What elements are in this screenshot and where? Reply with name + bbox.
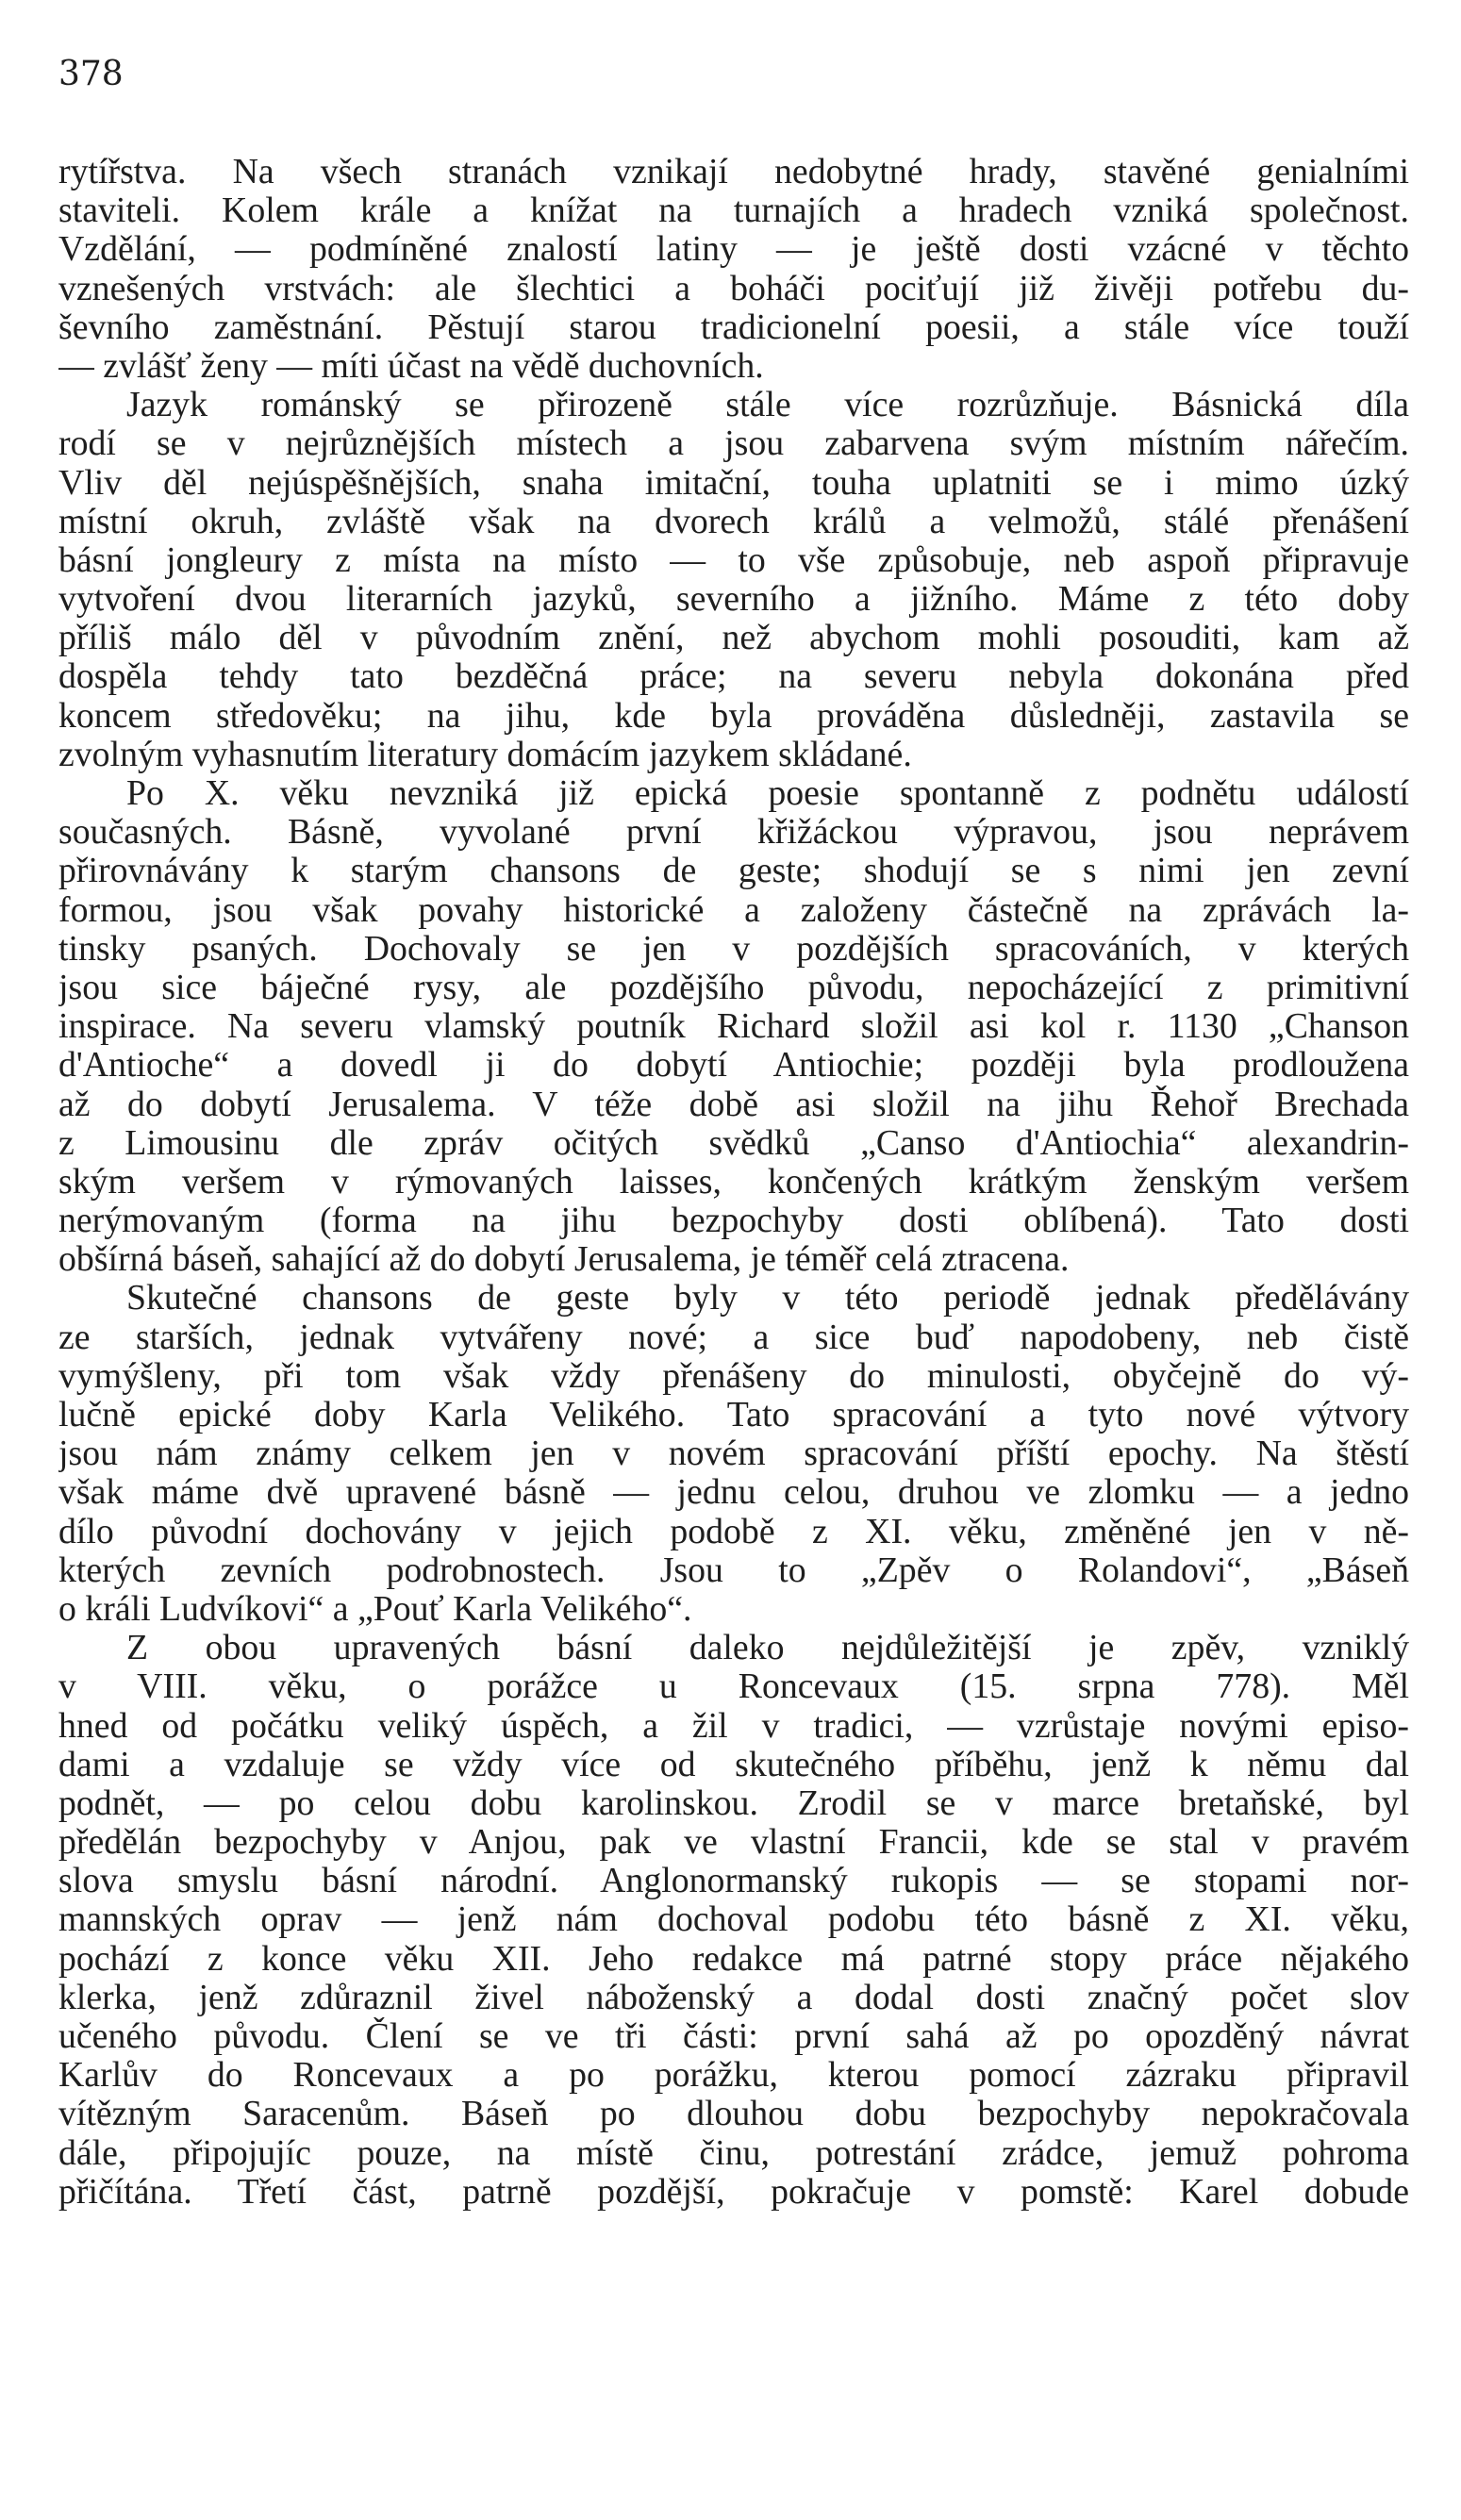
text-line: tinsky psaných. Dochovaly se jen v pozdějších spracováních, v kterých [58,929,1409,969]
body-text [58,153,1409,2212]
text-line: vytvoření dvou literarních jazyků, severního a jižního. Máme z této doby [58,580,1409,620]
text-line: inspirace. Na severu vlamský poutník Richard složil asi kol r. 1130 „Chanson [58,1007,1409,1047]
text-line: klerka, jenž zdůraznil živel náboženský a dodal dosti značný počet slov [58,1978,1409,2017]
text-line: přičítána. Třetí část, patrně pozdější, pokračuje v pomstě: Karel dobude [58,2172,1409,2212]
text-line: dospěla tehdy tato bezděčná práce; na severu nebyla dokonána před [58,657,1409,697]
text-line: lučně epické doby Karla Velikého. Tato spracování a tyto nové výtvory [58,1396,1409,1434]
text-line: však máme dvě upravené básně — jednu celou, druhou ve zlomku — a jedno [58,1473,1409,1513]
text-line: jsou sice báječné rysy, ale pozdějšího původu, nepocházející z primitivní [58,968,1409,1007]
text-line: až do dobytí Jerusalema. V téže době asi složil na jihu Řehoř Brechada [58,1085,1409,1124]
text-line: dami a vzdaluje se vždy více od skutečného příběhu, jenž k němu dal [58,1745,1409,1784]
text-line: příliš málo děl v původním znění, než abychom mohli posouditi, kam až [58,619,1409,658]
text-line: místní okruh, zvláště však na dvorech králů a velmožů, stálé přenášení [58,502,1409,541]
text-line: formou, jsou však povahy historické a založeny částečně na zprávách la- [58,890,1409,930]
text-line: předělán bezpochyby v Anjou, pak ve vlastní Francii, kde se stal v pravém [58,1823,1409,1863]
text-line: podnět, — po celou dobu karolinskou. Zrodil se v marce bretaňské, byl [58,1783,1409,1823]
text-line: jsou nám známy celkem jen v novém spracování příští epochy. Na štěstí [58,1434,1409,1474]
text-line: ze starších, jednak vytvářeny nové; a sice buď napodobeny, neb čistě [58,1318,1409,1357]
page-number: 378 [58,55,124,93]
text-line: o králi Ludvíkovi“ a „Pouť Karla Velikého“. [58,1589,692,1629]
text-line: koncem středověku; na jihu, kde byla prováděna důsledněji, zastavila se [58,696,1409,736]
text-line: zvolným vyhasnutím literatury domácím jazykem skládané. [58,735,912,774]
text-line: kterých zevních podrobnostech. Jsou to „Zpěv o Rolandovi“, „Báseň [58,1550,1409,1590]
text-line: pochází z konce věku XII. Jeho redakce má patrné stopy práce nějakého [58,1939,1409,1979]
text-line: dílo původní dochovány v jejich podobě z XI. věku, změněné jen v ně- [58,1512,1409,1551]
text-line: vítězným Saracenům. Báseň po dlouhou dobu bezpochyby nepokračovala [58,2095,1409,2134]
text-line: učeného původu. Člení se ve tři části: první sahá až po opozděný návrat [58,2017,1409,2056]
text-line: ševního zaměstnání. Pěstují starou tradicionelní poesii, a stále více touží [58,307,1409,347]
text-line: nerýmovaným (forma na jihu bezpochyby dosti oblíbená). Tato dosti [58,1202,1409,1241]
text-line: přirovnávány k starým chansons de geste; shodují se s nimi jen zevní [58,852,1409,891]
text-line: Skutečné chansons de geste byly v této periodě jednak předělávány [126,1279,1409,1318]
text-line: Karlův do Roncevaux a po porážku, kterou pomocí zázraku připravil [58,2056,1409,2096]
text-line: Vzdělání, — podmíněné znalostí latiny — je ještě dosti vzácné v těchto [58,230,1409,270]
text-line: obšírná báseň, sahající až do dobytí Jerusalema, je téměř celá ztracena. [58,1240,1070,1280]
text-line: slova smyslu básní národní. Anglonormanský rukopis — se stopami nor- [58,1862,1409,1901]
text-line: Vliv děl nejúspěšnějších, snaha imitační, touha uplatniti se i mimo úzký [58,463,1409,503]
text-line: hned od počátku veliký úspěch, a žil v tradici, — vzrůstaje novými episo- [58,1706,1409,1746]
text-line: Z obou upravených básní daleko nejdůležitější je zpěv, vzniklý [126,1629,1409,1668]
text-line: d'Antioche“ a dovedl ji do dobytí Antiochie; později byla prodloužena [58,1046,1409,1086]
text-line: mannských oprav — jenž nám dochoval podobu této básně z XI. věku, [58,1900,1409,1940]
text-line: dále, připojujíc pouze, na místě činu, potrestání zrádce, jemuž pohroma [58,2133,1409,2173]
text-line: rodí se v nejrůznějších místech a jsou zabarvena svým místním nářečím. [58,424,1409,464]
text-line: v VIII. věku, o porážce u Roncevaux (15. srpna 778). Měl [58,1667,1409,1707]
text-line: z Limousinu dle zpráv očitých svědků „Canso d'Antiochia“ alexandrin- [58,1123,1409,1163]
text-line: rytířstva. Na všech stranách vznikají nedobytné hrady, stavěné genialními [58,153,1409,191]
text-line: — zvlášť ženy — míti účast na vědě duchovních. [58,346,764,386]
text-line: básní jongleury z místa na místo — to vše způsobuje, neb aspoň připravuje [58,540,1409,580]
text-line: staviteli. Kolem krále a knížat na turnajích a hradech vzniká společnost. [58,191,1409,231]
text-line: ským veršem v rýmovaných laisses, končených krátkým ženským veršem [58,1162,1409,1202]
text-line: současných. Básně, vyvolané první křižáckou výpravou, jsou neprávem [58,813,1409,853]
text-line: Po X. věku nevzniká již epická poesie spontanně z podnětu událostí [126,774,1409,813]
text-line: Jazyk románský se přirozeně stále více rozrůzňuje. Básnická díla [126,386,1409,425]
text-line: vymýšleny, při tom však vždy přenášeny do minulosti, obyčejně do vý- [58,1356,1409,1396]
text-line: vznešených vrstvách: ale šlechtici a boháči pociťují již živěji potřebu du- [58,269,1409,308]
